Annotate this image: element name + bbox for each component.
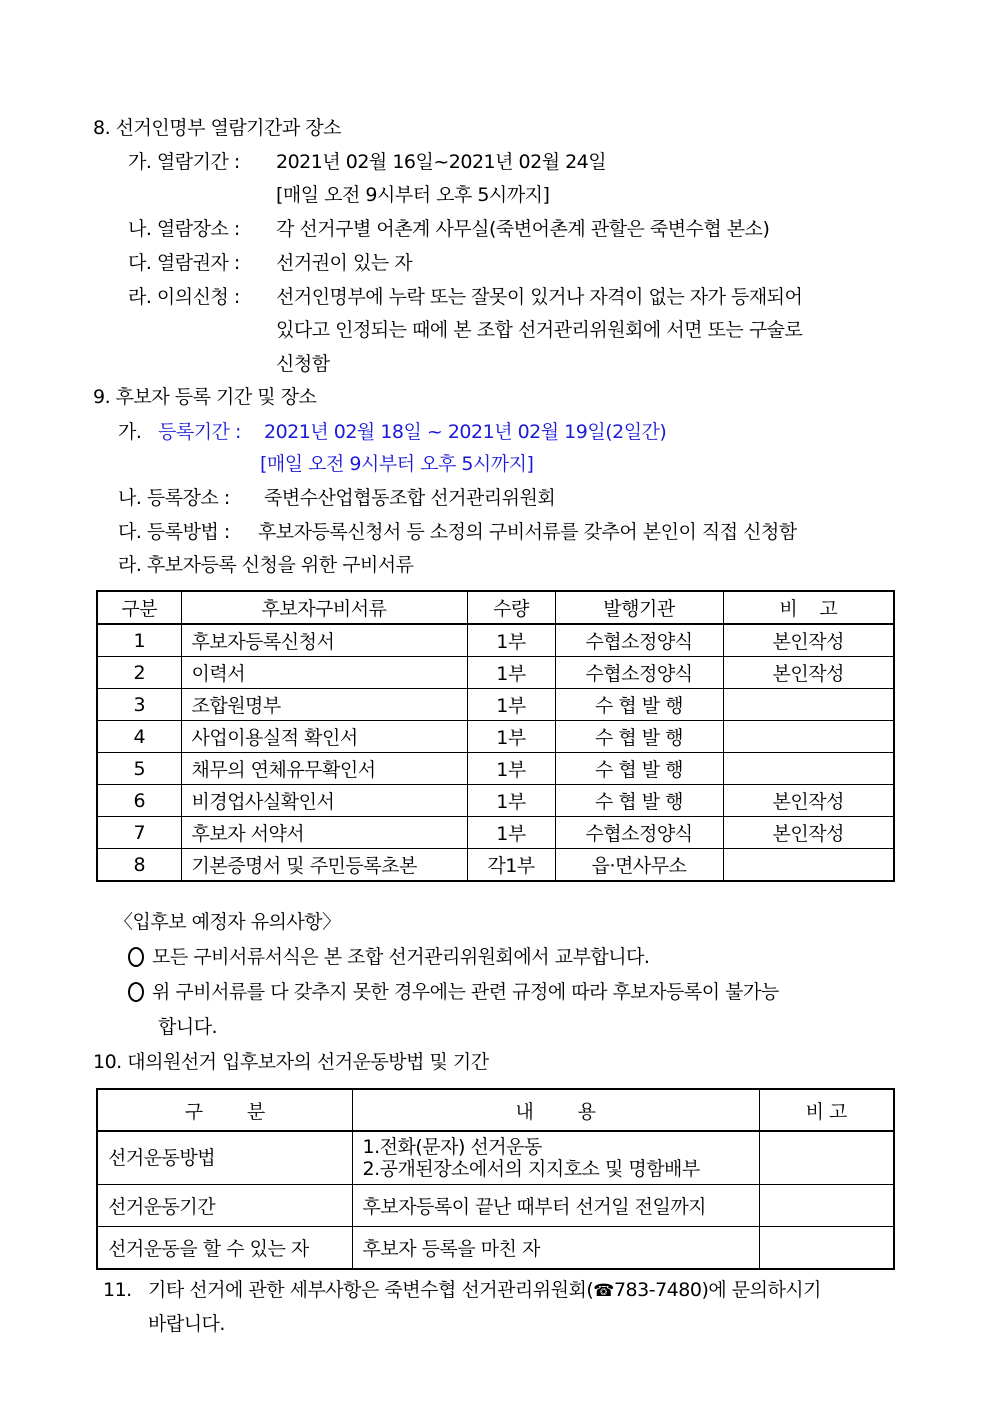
phone-number: 783-7480: [613, 1279, 702, 1301]
section-11-text-before: 기타 선거에 관한 세부사항은 죽변수협 선거관리위원회(: [148, 1279, 594, 1301]
table-row: [97, 785, 894, 817]
table-row: [97, 849, 894, 882]
table-header-row: [97, 1089, 894, 1131]
row-issuer: 수 협 발 행: [555, 753, 723, 785]
header-category: 구 분: [97, 1089, 352, 1131]
row-quantity: 1부: [467, 785, 555, 817]
viewing-hours: [매일 오전 9시부터 오후 5시까지]: [276, 184, 550, 206]
registration-period-label: 등록기간 :: [158, 421, 241, 443]
row-issuer: 읍·면사무소: [555, 849, 723, 882]
row-no: 2: [97, 657, 181, 689]
row-note: [759, 1227, 894, 1270]
objection-label: 라. 이의신청 :: [128, 286, 240, 308]
header-document: 후보자구비서류: [181, 591, 467, 624]
objection-value-3: 신청함: [276, 353, 330, 375]
row-note: [759, 1131, 894, 1185]
content-line: 2.공개된장소에서의 지지호소 및 명함배부: [362, 1158, 700, 1180]
row-issuer: 수 협 발 행: [555, 689, 723, 721]
section-10-title: 10. 대의원선거 입후보자의 선거운동방법 및 기간: [93, 1051, 489, 1073]
row-issuer: 수 협 발 행: [555, 785, 723, 817]
row-quantity: 1부: [467, 753, 555, 785]
row-note: [723, 753, 894, 785]
row-note: 본인작성: [723, 657, 894, 689]
row-document: 후보자등록신청서: [181, 624, 467, 657]
row-content: [352, 1131, 759, 1185]
row-issuer: 수협소정양식: [555, 817, 723, 849]
note-item: [128, 945, 649, 969]
registration-place-value: 죽변수산업협동조합 선거관리위원회: [264, 487, 556, 509]
viewing-right-label: 다. 열람권자 :: [128, 252, 240, 274]
row-no: 4: [97, 721, 181, 753]
table-row: [97, 1131, 894, 1185]
section-11-text-after: )에 문의하시기: [701, 1279, 822, 1301]
required-documents-table: [96, 590, 895, 882]
registration-period-prefix: 가.: [118, 421, 142, 443]
row-issuer: 수 협 발 행: [555, 721, 723, 753]
section-8-title: 8. 선거인명부 열람기간과 장소: [93, 117, 341, 139]
table-header-row: [97, 591, 894, 624]
row-issuer: 수협소정양식: [555, 657, 723, 689]
viewing-period-value: 2021년 02월 16일~2021년 02월 24일: [276, 151, 607, 173]
row-quantity: 1부: [467, 689, 555, 721]
required-documents-heading: 라. 후보자등록 신청을 위한 구비서류: [118, 554, 414, 576]
registration-period-value: 2021년 02월 18일 ~ 2021년 02월 19일(2일간): [264, 421, 667, 443]
table-row: [97, 817, 894, 849]
row-category: 선거운동기간: [97, 1185, 352, 1227]
row-quantity: 1부: [467, 817, 555, 849]
row-document: 기본증명서 및 주민등록초본: [181, 849, 467, 882]
header-content: 내 용: [352, 1089, 759, 1131]
row-note: [723, 689, 894, 721]
table-row: [97, 624, 894, 657]
objection-value-2: 있다고 인정되는 때에 본 조합 선거관리위원회에 서면 또는 구술로: [276, 319, 803, 341]
section-11-text: [148, 1278, 821, 1303]
row-no: 1: [97, 624, 181, 657]
header-note: 비 고: [723, 591, 894, 624]
row-quantity: 각1부: [467, 849, 555, 882]
row-document: 조합원명부: [181, 689, 467, 721]
header-note: 비 고: [759, 1089, 894, 1131]
objection-value-1: 선거인명부에 누락 또는 잘못이 있거나 자격이 없는 자가 등재되어: [276, 286, 803, 308]
row-content: 후보자 등록을 마친 자: [352, 1227, 759, 1270]
row-quantity: 1부: [467, 657, 555, 689]
section-11-prefix: 11.: [103, 1279, 132, 1301]
note-text: 모든 구비서류서식은 본 조합 선거관리위원회에서 교부합니다.: [152, 946, 650, 968]
table-row: [97, 657, 894, 689]
circle-bullet-icon: [128, 947, 144, 967]
row-no: 5: [97, 753, 181, 785]
section-11-text-continued: 바랍니다.: [148, 1313, 225, 1335]
table-row: [97, 689, 894, 721]
viewing-period-label: 가. 열람기간 :: [128, 151, 240, 173]
row-no: 8: [97, 849, 181, 882]
row-document: 채무의 연체유무확인서: [181, 753, 467, 785]
row-note: [759, 1185, 894, 1227]
header-quantity: 수량: [467, 591, 555, 624]
row-issuer: 수협소정양식: [555, 624, 723, 657]
row-note: [723, 721, 894, 753]
content-line: 1.전화(문자) 선거운동: [362, 1136, 542, 1158]
row-note: 본인작성: [723, 785, 894, 817]
viewing-place-label: 나. 열람장소 :: [128, 218, 240, 240]
registration-place-label: 나. 등록장소 :: [118, 487, 230, 509]
row-document: 사업이용실적 확인서: [181, 721, 467, 753]
row-document: 후보자 서약서: [181, 817, 467, 849]
row-document: 이력서: [181, 657, 467, 689]
campaign-table: [96, 1088, 895, 1270]
registration-method-value: 후보자등록신청서 등 소정의 구비서류를 갖추어 본인이 직접 신청함: [258, 521, 797, 543]
row-category: 선거운동을 할 수 있는 자: [97, 1227, 352, 1270]
notes-title: 〈입후보 예정자 유의사항〉: [114, 911, 341, 933]
table-row: [97, 721, 894, 753]
table-row: [97, 1227, 894, 1270]
row-content: 후보자등록이 끝난 때부터 선거일 전일까지: [352, 1185, 759, 1227]
note-item: [128, 980, 779, 1004]
header-issuer: 발행기관: [555, 591, 723, 624]
row-note: 본인작성: [723, 817, 894, 849]
row-note: [723, 849, 894, 882]
telephone-icon: ☎: [593, 1281, 614, 1301]
row-no: 3: [97, 689, 181, 721]
section-9-title: 9. 후보자 등록 기간 및 장소: [93, 386, 317, 408]
header-no: 구분: [97, 591, 181, 624]
viewing-right-value: 선거권이 있는 자: [276, 252, 413, 274]
row-category: 선거운동방법: [97, 1131, 352, 1185]
note-text: 위 구비서류를 다 갖추지 못한 경우에는 관련 규정에 따라 후보자등록이 불가능: [152, 981, 779, 1003]
viewing-place-value: 각 선거구별 어촌계 사무실(죽변어촌계 관할은 죽변수협 본소): [276, 218, 770, 240]
row-note: 본인작성: [723, 624, 894, 657]
registration-hours: [매일 오전 9시부터 오후 5시까지]: [260, 453, 534, 475]
row-quantity: 1부: [467, 721, 555, 753]
table-row: [97, 1185, 894, 1227]
row-quantity: 1부: [467, 624, 555, 657]
row-no: 7: [97, 817, 181, 849]
row-no: 6: [97, 785, 181, 817]
table-row: [97, 753, 894, 785]
circle-bullet-icon: [128, 982, 144, 1002]
row-document: 비경업사실확인서: [181, 785, 467, 817]
note-text-continued: 합니다.: [158, 1016, 218, 1038]
registration-method-label: 다. 등록방법 :: [118, 521, 230, 543]
